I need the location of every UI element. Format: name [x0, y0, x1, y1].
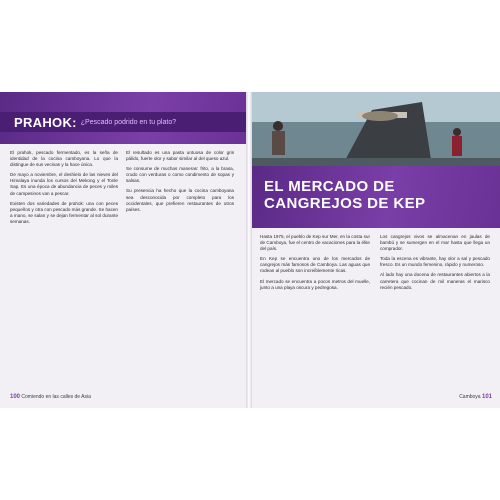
text-column-2: [380, 234, 490, 295]
text-column-2: [126, 150, 234, 217]
page-number: 101: [481, 394, 492, 400]
paragraph: El mercado se encuentra a pocos metros del muelle, junto a una playa oscura y pedregosa.: [260, 278, 370, 290]
paragraph: El prahok, pescado fermentado, es la seña de identidad de la cocina camboyana. Lo que la distingue de sus vecinas y la hace única.: [10, 150, 118, 168]
text-column-1: [10, 150, 118, 229]
running-footer: Comiendo en las calles de Asia: [21, 394, 91, 400]
running-footer: Camboya: [459, 394, 481, 400]
left-page: [0, 92, 246, 408]
paragraph: Su presencia ha hecho que la cocina camboyana sea desconocida por completo para los occidentales, que prefieren restaurantes de otros países.: [126, 188, 234, 212]
title-bar: [0, 112, 246, 132]
page-subtitle: ¿Pescado podrido en tu plato?: [80, 118, 177, 126]
paragraph: Los cangrejos vivos se almacenan en jaulas de bambú y se sumergen en el mar hasta que llega un comprador.: [380, 234, 490, 252]
paragraph: En Kep se encuentra uno de los mercados de cangrejos más famosos de Camboya. Las aguas que rodean al pueblo son increíblemente ricas.: [260, 256, 370, 274]
paragraph: Hasta 1975, el pueblo de Kep sur Mer, en la costa sur de Camboya, fue el centro de vacaciones para la élite del país.: [260, 234, 370, 252]
page-title: EL MERCADO DE CANGREJOS DE KEP: [264, 178, 426, 212]
paragraph: Toda la escena es vibrante, hay olor a sal y pescado fresco. Es un mundo femenino, rápido y numeroso.: [380, 256, 490, 268]
right-page: [252, 92, 500, 408]
paragraph: De mayo a noviembre, el deshielo de las nieves del Himalaya inunda los cursos del Mekong y el Tonle Sap. Es una época de abundancia de peces y miles de campesinos van a pescar.: [10, 172, 118, 196]
page-number: 100: [10, 394, 21, 400]
paragraph: Se consume de muchas maneras: frito, a la brasa, crudo con verduras o como condimento de sopas y salsas.: [126, 166, 234, 184]
text-column-1: [260, 234, 370, 295]
page-footer: [459, 394, 492, 400]
paragraph: El resultado es una pasta untuosa de color gris pálido, fuerte olor y sabor similar al del queso azul.: [126, 150, 234, 162]
book-spread: [0, 92, 500, 408]
paragraph: Existen dos variedades de prahok: una con peces pequeños y otra con pescado más grande. Se hacen a mano, se salan y se dejan fermentar al sol durante semanas.: [10, 200, 118, 224]
paragraph: Al lado hay una docena de restaurantes abiertos a la carretera que cocinan de mil maneras el marisco recién pescado.: [380, 272, 490, 290]
page-footer: [10, 394, 91, 400]
crab-market-photo: [252, 92, 500, 166]
page-title: PRAHOK:: [14, 114, 77, 130]
header-band: [252, 166, 500, 228]
